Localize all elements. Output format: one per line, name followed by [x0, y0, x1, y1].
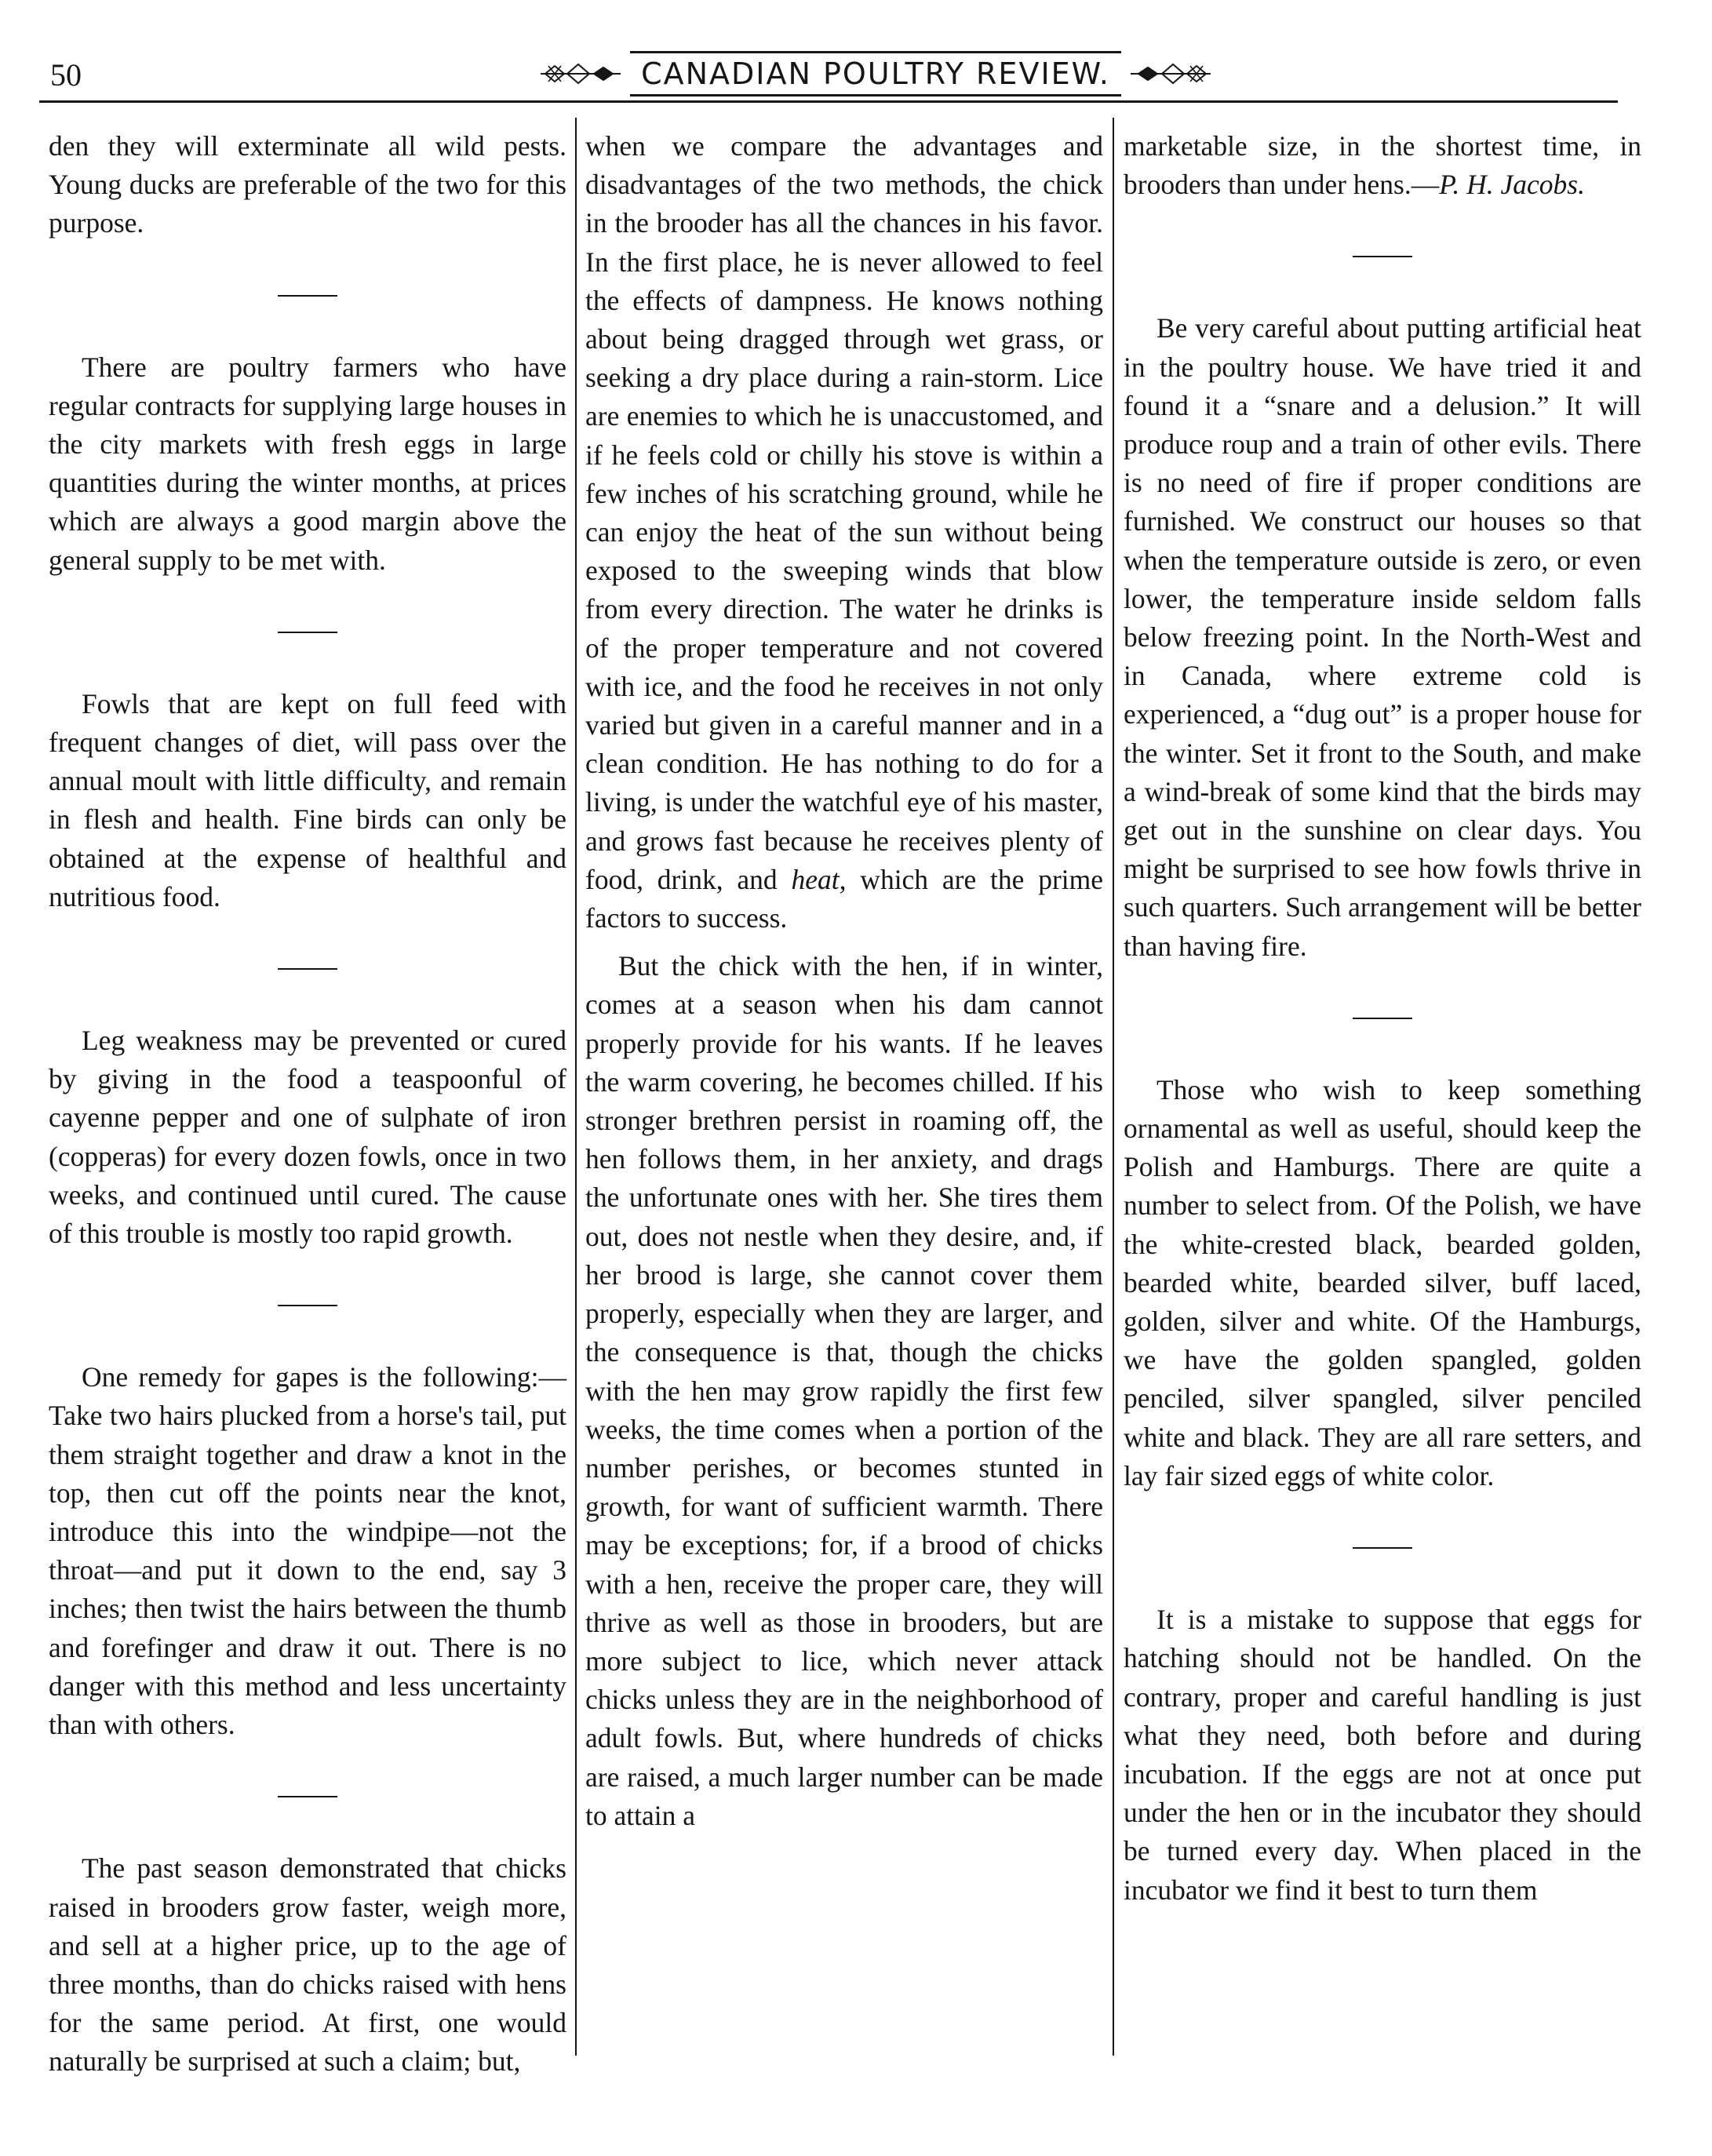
section-divider — [278, 295, 337, 297]
paragraph: Leg weakness may be prevented or cured by giving in the food a teaspoonful of cayenne pepper and one of sulphate of iron (copperas) for every dozen fowls, once in two weeks, and continued until cured. The cause of this trouble is mostly too rapid growth. — [49, 1025, 566, 1250]
left-ornament-icon — [537, 58, 624, 89]
paragraph: Those who wish to keep something ornamental as well as useful, should keep the Polish and Hamburgs. There are quite a number to select from. Of the Polish, we have the white-crested black, bearded golden, bearded white, bearded silver, buff laced, golden, silver and white. Of the Hamburgs, we have the golden spangled, golden penciled, silver spangled, silver penciled white and black. They are all rare setters, and lay fair sized eggs of white color. — [1124, 1073, 1641, 1491]
section-divider — [278, 1305, 337, 1306]
section-divider — [278, 632, 337, 633]
section-divider — [278, 1796, 337, 1797]
page-number: 50 — [50, 57, 82, 93]
paragraph — [1124, 127, 1641, 204]
masthead-title: CANADIAN POULTRY REVIEW. — [630, 51, 1121, 97]
section-divider — [1353, 256, 1412, 257]
paragraph: But the chick with the hen, if in winter, comes at a season when his dam cannot properly provide for his wants. If he leaves the warm covering, he becomes chilled. If his stronger brethren persist in roaming off, the hen follows them, in her anxiety, and drags the unfortunate ones with her. She tires them out, does not nestle when they desire, and, if her brood is large, she cannot cover them properly, especially when they are larger, and the consequence is that, though the chicks with the hen may grow rapidly the first few weeks, the time comes when a portion of the number perishes, or becomes stunted in growth, for want of sufficient warmth. There may be exceptions; for, if a brood of chicks with a hen, receive the proper care, they will thrive as well as those in brooders, but are more subject to lice, which never attack chicks unless they are in the neighborhood of adult fowls. But, where hundreds of chicks are raised, a much larger number can be made to attain a — [585, 950, 1103, 1831]
section-divider — [1353, 1018, 1412, 1019]
paragraph: The past season demonstrated that chicks raised in brooders grow faster, weigh more, and sell at a higher price, up to the age of three months, than do chicks raised with hens for the same period. At first, one would naturally be surprised at such a claim; but, — [49, 1852, 566, 2078]
column-1 — [49, 127, 566, 2078]
column-3 — [1124, 127, 1641, 2057]
header-rule — [39, 100, 1618, 103]
paragraph: Fowls that are kept on full feed with frequent changes of diet, will pass over the annual moult with little difficulty, and remain in flesh and health. Fine birds can only be obtained at the expense of healthful and nutritious food. — [49, 687, 566, 912]
paragraph: It is a mistake to suppose that eggs for hatching should not be handled. On the contrary, proper and careful handling is just what they need, both before and during incubation. If the eggs are not at once put under the hen or in the incubator they should be turned every day. When placed in the incubator we find it best to turn them — [1124, 1604, 1641, 1906]
column-divider — [1113, 118, 1114, 2056]
section-divider — [278, 968, 337, 970]
paragraph: One remedy for gapes is the following:—Take two hairs plucked from a horse's tail, put them straight together and draw a knot in the top, then cut off the points near the knot, introduce this into the windpipe—not the throat—and put it down to the end, say 3 inches; then twist the hairs between the thumb and forefinger and draw it out. There is no danger with this method and less uncertainty than with others. — [49, 1361, 566, 1741]
column-divider — [575, 118, 577, 2056]
paragraph-text: which are the prime factors to success. — [585, 863, 1104, 934]
paragraph: den they will exterminate all wild pests. Young ducks are preferable of the two for this purpose. — [49, 130, 566, 239]
right-ornament-icon — [1127, 58, 1214, 89]
paragraph: There are poultry farmers who have regular contracts for supplying large houses in the city markets with fresh eggs in large quantities during the winter months, at prices which are always a good margin above the general supply to be met with. — [49, 351, 566, 576]
paragraph-text: when we compare the advantages and disadvantages of the two methods, the chick in the brooder has all the chances in his favor. In the first place, he is never allowed to feel the effects of dampness. He knows nothing about being dragged through wet grass, or seeking a dry place during a rain-storm. Lice are enemies to which he is unaccustomed, and if he feels cold or chilly his stove is within a few inches of his scratching ground, while he can enjoy the heat of the sun without being exposed to the sweeping winds that blow from every direction. The water he drinks is of the proper temperature and not covered with ice, and the food he receives in not only varied but given in a careful manner and in a clean condition. He has nothing to do for a living, is under the watchful eye of his master, and grows fast because he receives plenty of food, drink, and — [585, 130, 1103, 895]
masthead — [546, 42, 1205, 105]
section-divider — [1353, 1547, 1412, 1549]
column-2 — [585, 127, 1103, 2057]
paragraph-text: marketable size, in the shortest time, in brooders than under hens.— — [1124, 130, 1641, 201]
emphasis: heat, — [791, 863, 847, 895]
signature-attribution: P. H. Jacobs. — [1439, 169, 1585, 201]
paragraph — [585, 127, 1103, 938]
paragraph: Be very careful about putting artificial heat in the poultry house. We have tried it and found it a “snare and a delusion.” It will produce roup and a train of other evils. There is no need of fire if proper conditions are furnished. We construct our houses so that when the temperature outside is zero, or even lower, the temperature inside seldom falls below freezing point. In the North-West and in Canada, where extreme cold is experienced, a “dug out” is a proper house for the winter. Set it front to the South, and make a wind-break of some kind that the birds may get out in the sunshine on clear days. You might be surprised to see how fowls thrive in such quarters. Such arrangement will be better than having fire. — [1124, 312, 1641, 962]
page-header — [44, 38, 1621, 116]
